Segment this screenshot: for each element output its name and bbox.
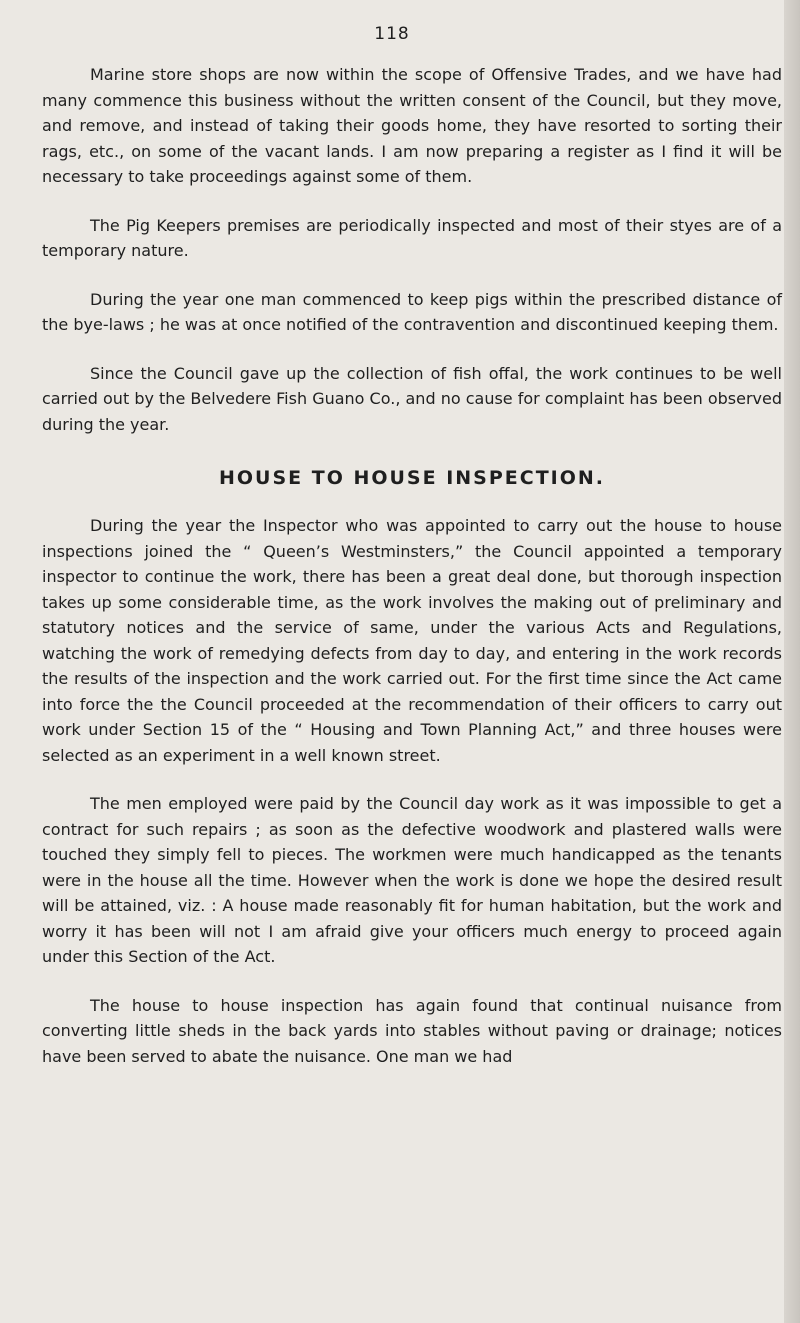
paragraph-men-employed: The men employed were paid by the Council day work as it was impossible to get a contract for such repairs ; as soon as the defective woodwork and plastered walls were touched they simply fell to pieces. The workmen were much handicapped as the tenants were in the house all the time. However when the work is done we hope the desired result will be attained, viz. : A house made reasonably fit for human habitation, but the work and worry it has been will not I am afraid give your officers much energy to proceed again under this Section of the Act. [42, 794, 782, 966]
paragraph-marine-store: Marine store shops are now within the scope of Offensive Trades, and we have had many commence this business without the written consent of the Council, but they move, and remove, and instead of taking their goods home, they have resorted to sorting their rags, etc., on some of the vacant lands. I am now preparing a register as I find it will be necessary to take proceedings against some of them. [42, 65, 782, 186]
paragraph-pig-keepers: The Pig Keepers premises are periodically inspected and most of their styes are of a temporary nature. [42, 215, 782, 260]
paragraph-fish-offal: Since the Council gave up the collection of fish offal, the work continues to be well carried out by the Belvedere Fish Guano Co., and no cause for complaint has been observed during the year. [42, 363, 782, 434]
paragraph-pig-distance: During the year one man commenced to keep pigs within the prescribed distance of the bye-laws ; he was at once notified of the contravention and discontinued keeping them. [42, 289, 782, 334]
paragraph-nuisance: The house to house inspection has again found that continual nuisance from converting little sheds in the back yards into stables without paving or drainage; notices have been served to abate the nuisance. One man we had [42, 995, 782, 1066]
document-body [42, 62, 782, 1069]
page-edge-shadow [784, 0, 800, 1323]
section-heading: HOUSE TO HOUSE INSPECTION. [218, 467, 606, 489]
paragraph-inspector: During the year the Inspector who was appointed to carry out the house to house inspections joined the “ Queen’s Westminsters,” the Council appointed a temporary inspector to continue the work, there has been a great deal done, but thorough inspection takes up some considerable time, as the work involves the making out of preliminary and statutory notices and the service of same, under the various Acts and Regulations, watching the work of remedying defects from day to day, and entering in the work records the results of the inspection and the work carried out. For the first time since the Act came into force the the Council proceeded at the recommendation of their officers to carry out work under Section 15 of the “ Housing and Town Planning Act,” and three houses were selected as an experiment in a well known street. [42, 516, 782, 765]
page-number: 118 [374, 24, 410, 44]
